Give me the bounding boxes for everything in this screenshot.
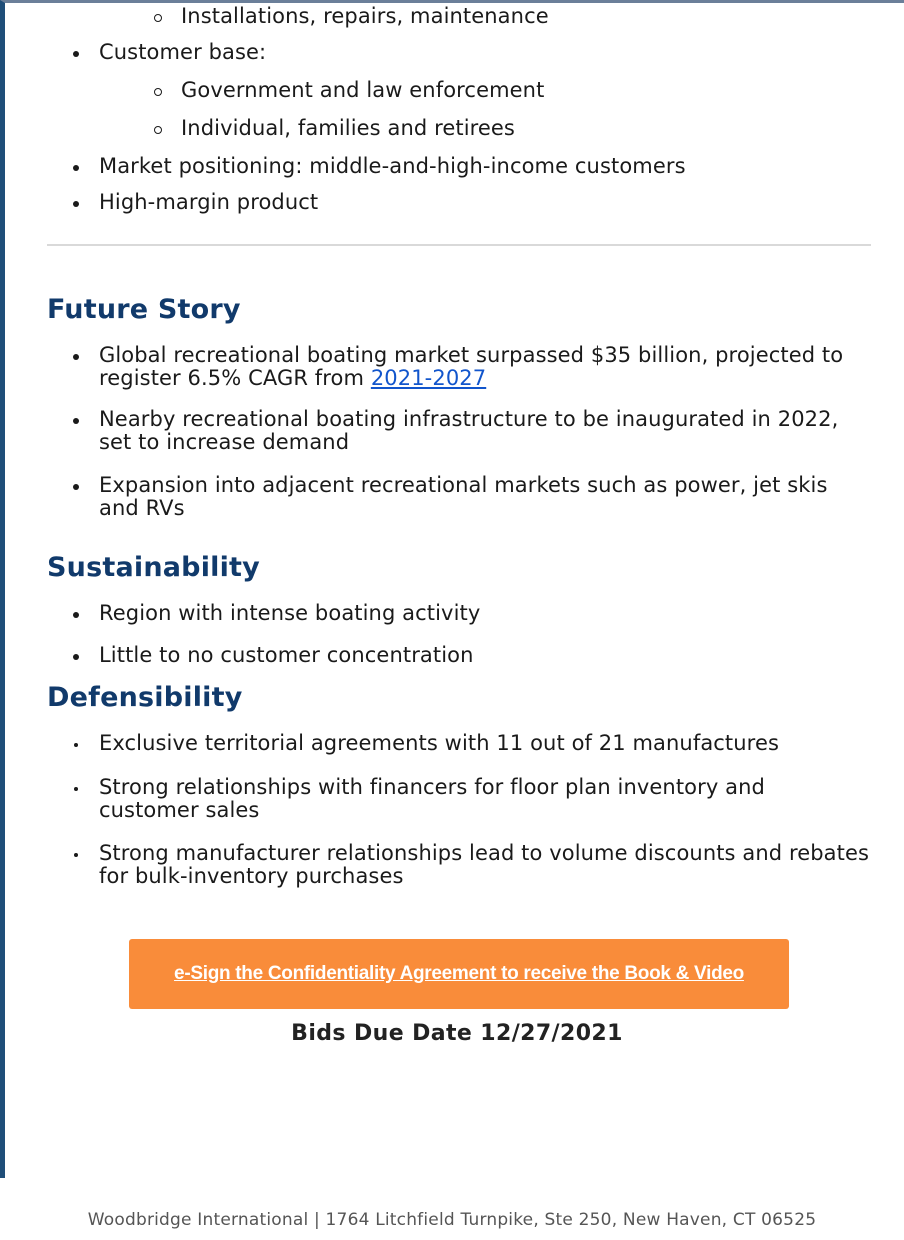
esign-agreement-button[interactable]: e-Sign the Confidentiality Agreement to receive the Book & Video: [129, 939, 789, 1009]
list-item: High-margin product: [99, 191, 871, 214]
list-item: Expansion into adjacent recreational markets such as power, jet skis and RVs: [99, 474, 871, 520]
list-item: [99, 344, 871, 390]
list-item: Individual, families and retirees: [181, 117, 871, 140]
list-item: Strong relationships with financers for floor plan inventory and customer sales: [99, 776, 871, 822]
sustainability-heading: Sustainability: [47, 552, 260, 583]
list-item: Government and law enforcement: [181, 79, 871, 102]
list-item-text: Global recreational boating market surpassed $35 billion, projected to register 6.5% CAGR from: [99, 343, 844, 390]
list-item: Region with intense boating activity: [99, 602, 871, 625]
list-item: Installations, repairs, maintenance: [181, 5, 871, 28]
list-item: Market positioning: middle-and-high-income customers: [99, 155, 871, 178]
list-item: Strong manufacturer relationships lead to volume discounts and rebates for bulk-inventory purchases: [99, 841, 870, 888]
list-item: Nearby recreational boating infrastructure to be inaugurated in 2022, set to increase demand: [99, 408, 871, 454]
future-story-heading: Future Story: [47, 294, 241, 325]
list-item: Little to no customer concentration: [99, 644, 871, 667]
section-divider: [47, 244, 871, 246]
defensibility-heading: Defensibility: [47, 682, 243, 713]
cagr-period-link[interactable]: 2021-2027: [370, 366, 487, 390]
list-item: Customer base:: [99, 41, 871, 64]
footer-address: Woodbridge International | 1764 Litchfield Turnpike, Ste 250, New Haven, CT 06525: [87, 1210, 817, 1230]
list-item: Exclusive territorial agreements with 11 out of 21 manufactures: [99, 732, 871, 755]
bids-due-date: Bids Due Date 12/27/2021: [291, 1021, 623, 1046]
